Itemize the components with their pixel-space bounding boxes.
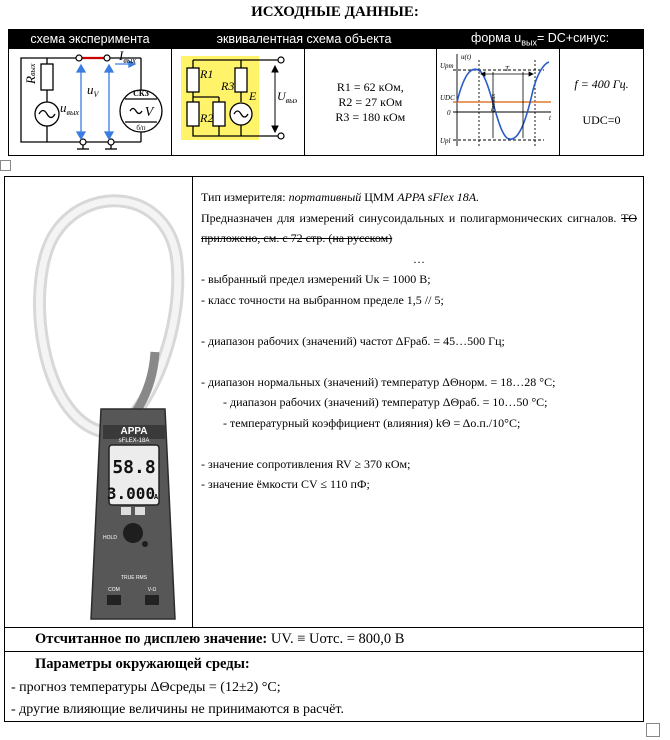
wave-t: t xyxy=(549,114,552,122)
wave-ut: u(t) xyxy=(461,53,472,61)
scheme-uout-sub: вых xyxy=(66,108,79,117)
photo-com: COM xyxy=(108,587,120,593)
header-form: форма $u_{вых}=$ DC+синус: xyxy=(437,30,644,49)
svg-text:uвых xyxy=(60,100,79,117)
device-photo xyxy=(5,177,193,627)
type-italic: портативный xyxy=(288,190,362,204)
meter-top-label: СКЗ xyxy=(133,89,149,98)
temp-work-line: - диапазон рабочих (значений) температур ΔΘраб. = 10…50 °С; xyxy=(223,395,548,409)
wave-zero: 0 xyxy=(447,109,451,117)
photo-display-top: 58.8 xyxy=(112,457,156,478)
scheme-r: R xyxy=(22,76,38,84)
photo-model: sFLEX-18A xyxy=(118,438,150,444)
wave-upl: Upl xyxy=(440,137,451,145)
scheme-r-sub: вых xyxy=(27,63,37,77)
wave-razmah: Размах xyxy=(491,93,498,112)
meter-bottom-label: б/п xyxy=(136,124,146,132)
wave-period: T xyxy=(505,65,509,73)
environment-title: Параметры окружающей среды: xyxy=(35,656,250,672)
display-reading xyxy=(35,631,404,648)
type-mid: ЦММ xyxy=(361,190,398,204)
environment-temp: - прогноз температуры ΔΘсреды = (12±2) °С; xyxy=(11,680,281,695)
temp-coef-line: - температурный коэффициент (влияния) kΘ = Δо.п./10°С; xyxy=(223,415,521,430)
svg-text:uV xyxy=(87,82,100,99)
waveform-cell xyxy=(437,49,560,156)
purpose-text: Предназначен для измерений синусоидальных и полигармонических сигналов. xyxy=(201,210,622,225)
equivalent-circuit-diagram xyxy=(179,50,297,150)
photo-display-bottom: 3.000 xyxy=(106,484,156,503)
svg-text:Uвых xyxy=(277,89,297,105)
scheme-uv: u xyxy=(86,82,94,97)
accuracy-line: - класс точности на выбранном пределе 1,5 // 5; xyxy=(201,292,444,307)
range-line: - выбранный предел измерений Uк = 1000 В; xyxy=(201,272,431,286)
experiment-scheme-cell xyxy=(9,49,172,156)
meter-v-label: V xyxy=(144,105,154,120)
scheme-uv-sub: V xyxy=(93,90,99,99)
row-divider xyxy=(5,651,643,652)
type-model: APPA sFlex 18A. xyxy=(397,190,480,204)
wave-udc: UDC xyxy=(440,94,455,102)
r1-value: R1 = 62 кОм, xyxy=(336,79,404,94)
photo-v: V-Ω xyxy=(147,587,157,593)
r3-value: R3 = 180 кОм xyxy=(335,109,406,124)
measurement-table xyxy=(4,176,644,722)
svg-text:Rвых xyxy=(23,63,38,85)
photo-brand: APPA xyxy=(120,426,148,437)
reading-value: UV. ≡ Uотс. = 800,0 В xyxy=(270,631,405,647)
signal-params-cell xyxy=(560,49,644,156)
resistance-line: - значение сопротивления RV ≥ 370 кОм; xyxy=(201,456,411,471)
source-data-table xyxy=(8,29,644,156)
page-title: ИСХОДНЫЕ ДАННЫЕ: xyxy=(251,4,419,20)
scheme-i: I xyxy=(118,50,124,63)
capacitance-line: - значение ёмкости CV ≤ 110 пФ; xyxy=(201,477,370,491)
eq-e: E xyxy=(248,89,257,103)
photo-truerms: TRUE RMS xyxy=(120,575,148,581)
wave-upm: Upm xyxy=(440,62,454,70)
eq-r1: R1 xyxy=(199,67,214,81)
frequency-value: f = 400 Гц. xyxy=(574,77,629,91)
experiment-circuit-diagram xyxy=(11,50,169,150)
eq-u-sub: вых xyxy=(285,96,297,105)
udc-value: UDC=0 xyxy=(582,113,621,127)
waveform-diagram xyxy=(439,50,557,150)
freq-line: - диапазон рабочих (значений) частот ΔFраб. = 45…500 Гц; xyxy=(201,333,505,348)
purpose-struck: ТО приложено, см. с 72 стр. (на русском) xyxy=(201,210,637,245)
header-scheme: схема эксперимента xyxy=(9,30,172,49)
eq-r2: R2 xyxy=(199,111,214,125)
type-prefix: Тип измерителя: xyxy=(201,190,289,204)
page-corner-marker xyxy=(646,723,660,737)
temp-norm-line: - диапазон нормальных (значений) температур ΔΘнорм. = 18…28 °С; xyxy=(201,374,556,389)
photo-display-unit: A xyxy=(153,493,159,501)
scheme-i-sub: вых xyxy=(123,56,136,65)
photo-hold: HOLD xyxy=(103,535,117,541)
row-divider xyxy=(5,627,643,628)
equivalent-scheme-cell xyxy=(171,49,304,156)
resistor-values-cell xyxy=(304,49,437,156)
eq-r3: R3 xyxy=(220,79,235,93)
scheme-uout: u xyxy=(59,100,67,115)
meter-description xyxy=(201,187,637,495)
eq-u: U xyxy=(276,89,286,103)
header-equivalent: эквивалентная схема объекта xyxy=(171,30,436,49)
reading-label: Отсчитанное по дисплею значение: xyxy=(35,631,271,647)
r2-value: R2 = 27 кОм xyxy=(338,94,403,109)
table-anchor-marker xyxy=(0,160,11,171)
environment-other: - другие влияющие величины не принимаются в расчёт. xyxy=(11,702,344,717)
svg-text:Iвых xyxy=(118,50,136,65)
ellipsis: … xyxy=(413,251,425,266)
